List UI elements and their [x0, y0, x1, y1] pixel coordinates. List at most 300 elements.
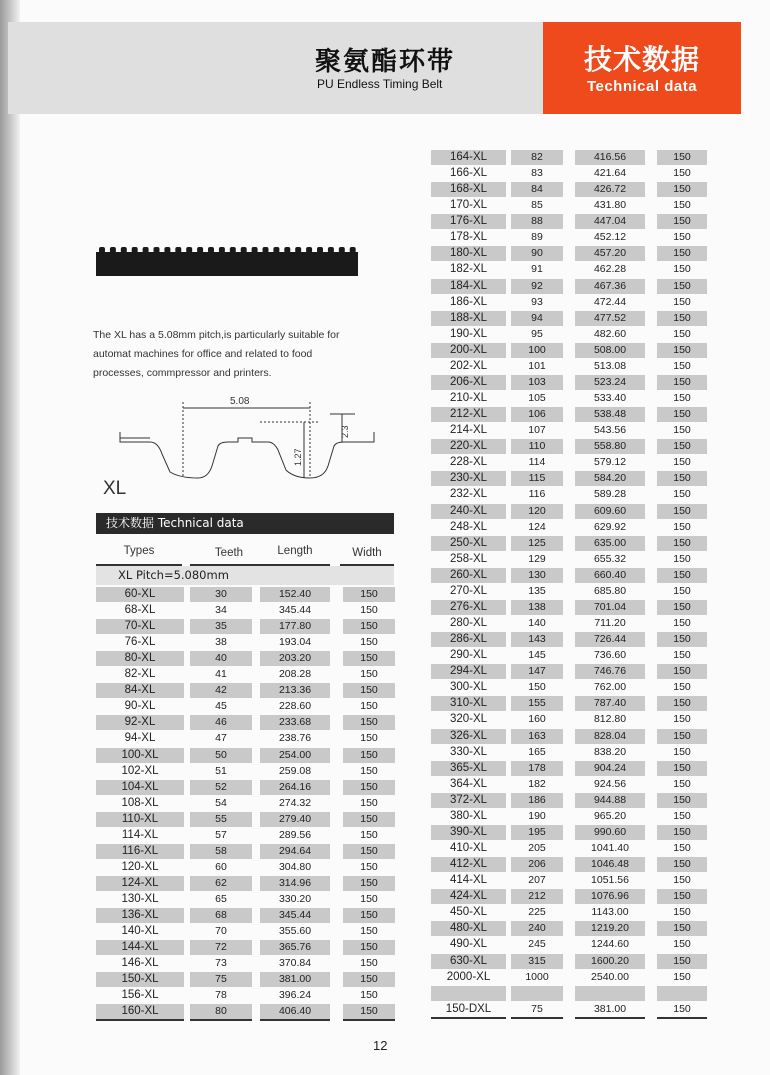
table-cell-width: 150: [360, 604, 378, 617]
table-cell-teeth: 52: [190, 780, 252, 795]
table-cell-length: 233.68: [260, 715, 330, 730]
column-header-teeth: Teeth: [190, 540, 268, 566]
table-bottom-rule: [260, 1019, 330, 1021]
table-cell-length: 1244.60: [591, 938, 629, 951]
table-cell-width: 150: [343, 587, 395, 602]
table-cell-length: 254.00: [260, 748, 330, 763]
table-cell-teeth: 46: [190, 715, 252, 730]
table-cell-teeth: 94: [511, 311, 563, 326]
table-cell-width: 150: [657, 696, 707, 711]
table-cell-width: 150: [673, 424, 691, 437]
pitch-info-row: XL Pitch=5.080mm: [96, 566, 394, 585]
table-bottom-rule: [96, 1019, 184, 1021]
table-cell-type: 156-XL: [121, 989, 159, 1002]
table-cell-teeth: 91: [531, 263, 543, 276]
table-cell-width: 150: [343, 748, 395, 763]
table-cell-teeth: 58: [190, 844, 252, 859]
table-cell-width: 150: [343, 715, 395, 730]
table-cell-type: 330-XL: [449, 745, 488, 758]
table-cell-teeth: 80: [190, 1004, 252, 1019]
table-cell-type: 212-XL: [431, 407, 506, 422]
table-cell-width: 150: [673, 392, 691, 405]
table-cell-type: 390-XL: [431, 825, 506, 840]
table-cell-type: 68-XL: [124, 604, 156, 617]
table-cell-length: 193.04: [278, 636, 312, 649]
table-cell-teeth: 245: [528, 938, 546, 951]
table-cell-type: 490-XL: [449, 938, 488, 951]
table-cell-teeth: 35: [190, 619, 252, 634]
belt-tooth: [241, 247, 247, 253]
table-cell-teeth: 106: [511, 407, 563, 422]
belt-tooth: [273, 247, 279, 253]
table-cell-length: 1076.96: [575, 889, 645, 904]
table-cell-length: 467.36: [575, 279, 645, 294]
table-cell-width: 150: [673, 938, 691, 951]
belt-tooth: [295, 247, 301, 253]
table-cell-length: 421.64: [593, 167, 627, 180]
table-cell-length: 2540.00: [591, 970, 629, 983]
table-cell-length: 274.32: [278, 796, 312, 809]
table-cell-length: 762.00: [593, 681, 627, 694]
belt-tooth: [350, 247, 356, 253]
profile-outline: [120, 432, 374, 478]
table-cell-length: 345.44: [278, 604, 312, 617]
table-cell-length: 416.56: [575, 150, 645, 165]
table-cell-type: 190-XL: [449, 327, 488, 340]
table-cell-width: 150: [657, 568, 707, 583]
table-cell-teeth: 30: [190, 587, 252, 602]
table-cell-type: 150-XL: [96, 972, 184, 987]
table-cell-type: 90-XL: [124, 700, 156, 713]
table-cell-length: 685.80: [593, 584, 627, 597]
page-number: 12: [373, 1038, 388, 1053]
column-header-width: Width: [340, 540, 394, 566]
table-cell-type: 286-XL: [431, 632, 506, 647]
table-cell-width: 150: [657, 246, 707, 261]
table-cell-teeth: [511, 986, 563, 1001]
table-cell-width: 150: [673, 552, 691, 565]
belt-tooth: [208, 247, 214, 253]
column-header-length: Length: [260, 540, 330, 566]
table-cell-length: 513.08: [593, 359, 627, 372]
table-cell-width: 150: [657, 279, 707, 294]
table-cell-teeth: 62: [190, 876, 252, 891]
table-cell-width: 150: [360, 989, 378, 1002]
table-cell-width: 150: [360, 892, 378, 905]
table-cell-teeth: 101: [528, 359, 546, 372]
table-cell-type: 412-XL: [431, 857, 506, 872]
table-cell-width: 150: [657, 471, 707, 486]
table-cell-width: 150: [657, 407, 707, 422]
table-cell-type: 136-XL: [96, 908, 184, 923]
table-cell-teeth: 155: [511, 696, 563, 711]
table-cell-width: 150: [343, 812, 395, 827]
dim-tooth-label: 1.27: [293, 448, 303, 466]
table-cell-length: 203.20: [260, 651, 330, 666]
table-cell-type: 214-XL: [449, 424, 488, 437]
table-cell-width: 150: [657, 600, 707, 615]
belt-tooth: [219, 247, 225, 253]
table-cell-length: 482.60: [593, 327, 627, 340]
table-cell-teeth: 116: [528, 488, 546, 501]
table-cell-teeth: 105: [528, 392, 546, 405]
table-cell-width: 150: [673, 295, 691, 308]
table-cell-length: 711.20: [594, 617, 626, 630]
belt-description: [93, 326, 393, 383]
table-cell-length: 538.48: [575, 407, 645, 422]
table-cell-width: 150: [657, 664, 707, 679]
table-cell-width: 150: [657, 504, 707, 519]
table-cell-length: 924.56: [593, 777, 627, 790]
table-cell-width: 150: [657, 632, 707, 647]
table-cell-width: 150: [343, 972, 395, 987]
table-cell-teeth: 92: [511, 279, 563, 294]
table-cell-length: 381.00: [593, 1002, 627, 1015]
table-cell-length: 314.96: [260, 876, 330, 891]
table-cell-teeth: 73: [215, 957, 227, 970]
table-cell-type: 260-XL: [431, 568, 506, 583]
table-cell-teeth: 1000: [525, 970, 549, 983]
book-spine-shadow: [0, 0, 20, 1075]
table-cell-length: 508.00: [575, 343, 645, 358]
table-cell-teeth: 190: [528, 809, 546, 822]
table-cell-type: 220-XL: [431, 439, 506, 454]
belt-image: [96, 246, 358, 278]
table-cell-type: 124-XL: [96, 876, 184, 891]
table-cell-width: 150: [657, 214, 707, 229]
table-cell-width: 150: [673, 584, 691, 597]
table-cell-teeth: 205: [528, 842, 546, 854]
table-cell-width: 150: [673, 520, 691, 533]
table-cell-type: 60-XL: [96, 587, 184, 602]
table-cell-width: 150: [673, 263, 691, 276]
table-cell-length: 396.24: [278, 989, 312, 1002]
table-cell-type: 365-XL: [431, 761, 506, 776]
belt-tooth: [197, 247, 203, 253]
dim-height-label: 2.3: [340, 425, 350, 438]
table-cell-length: 1600.20: [575, 954, 645, 969]
table-cell-teeth: 140: [528, 617, 546, 630]
table-cell-width: 150: [657, 889, 707, 904]
table-cell-width: 150: [673, 906, 691, 919]
belt-tooth: [154, 247, 160, 253]
table-cell-length: 406.40: [260, 1004, 330, 1019]
belt-tooth: [164, 247, 170, 253]
table-cell-teeth: 225: [528, 906, 546, 919]
table-cell-teeth: 120: [511, 504, 563, 519]
table-cell-length: 543.56: [593, 424, 627, 437]
table-cell-teeth: 45: [215, 700, 227, 713]
table-cell-type: 326-XL: [431, 729, 506, 744]
table-cell-type: 228-XL: [449, 456, 488, 469]
table-cell-teeth: 78: [215, 989, 227, 1002]
table-cell-type: 180-XL: [431, 246, 506, 261]
table-cell-width: 150: [343, 651, 395, 666]
table-cell-width: 150: [657, 761, 707, 776]
table-cell-type: 320-XL: [449, 713, 488, 726]
table-cell-type: 166-XL: [449, 167, 488, 180]
table-cell-width: 150: [673, 842, 691, 854]
table-cell-width: 150: [673, 874, 691, 887]
tooth-profile-diagram: [110, 394, 380, 484]
table-cell-teeth: 68: [190, 908, 252, 923]
table-cell-teeth: 115: [511, 471, 563, 486]
table-cell-type: 202-XL: [449, 359, 488, 372]
table-cell-length: 904.24: [575, 761, 645, 776]
table-cell-teeth: 195: [511, 825, 563, 840]
column-header-types: Types: [96, 540, 182, 566]
table-cell-type: 92-XL: [96, 715, 184, 730]
table-cell-type: 184-XL: [431, 279, 506, 294]
table-cell-teeth: 93: [531, 295, 543, 308]
table-cell-width: 150: [657, 536, 707, 551]
table-cell-teeth: 103: [511, 375, 563, 390]
table-cell-length: 381.00: [260, 972, 330, 987]
table-cell-width: 150: [673, 649, 691, 662]
table-cell-length: 264.16: [260, 780, 330, 795]
table-cell-length: 472.44: [593, 295, 627, 308]
table-cell-teeth: 75: [190, 972, 252, 987]
table-cell-length: 726.44: [575, 632, 645, 647]
table-cell-teeth: 38: [215, 636, 227, 649]
table-cell-length: 355.60: [278, 925, 312, 938]
table-cell-type: 164-XL: [431, 150, 506, 165]
table-cell-teeth: 42: [190, 683, 252, 698]
belt-tooth: [143, 247, 149, 253]
table-cell-width: 150: [673, 713, 691, 726]
belt-tooth: [306, 247, 312, 253]
belt-tooth: [317, 247, 323, 253]
table-cell-teeth: 90: [511, 246, 563, 261]
table-cell-width: 150: [343, 619, 395, 634]
table-bottom-rule: [343, 1019, 395, 1021]
table-cell-teeth: 145: [528, 649, 546, 662]
table-cell-type: 84-XL: [96, 683, 184, 698]
table-title: 技术数据 Technical data: [96, 513, 394, 534]
table-cell-length: 1143.00: [591, 906, 629, 919]
table-cell-width: 150: [657, 343, 707, 358]
table-cell-type: 290-XL: [449, 649, 488, 662]
table-cell-teeth: 130: [511, 568, 563, 583]
belt-tooth: [230, 247, 236, 253]
table-cell-width: 150: [360, 828, 378, 841]
table-cell-length: 457.20: [575, 246, 645, 261]
dim-pitch-label: 5.08: [230, 396, 250, 407]
table-cell-width: 150: [673, 745, 691, 758]
table-cell-teeth: 82: [511, 150, 563, 165]
table-cell-type: 108-XL: [121, 796, 159, 809]
table-cell-type: 116-XL: [96, 844, 184, 859]
table-cell-length: 838.20: [593, 745, 627, 758]
table-cell-length: [575, 986, 645, 1001]
table-cell-teeth: 124: [528, 520, 546, 533]
table-cell-type: 2000-XL: [446, 970, 491, 983]
table-cell-length: 426.72: [575, 182, 645, 197]
belt-tooth: [263, 247, 269, 253]
table-cell-type: 276-XL: [431, 600, 506, 615]
section-title-en: Technical data: [586, 78, 698, 95]
table-cell-teeth: 84: [511, 182, 563, 197]
table-cell-length: 431.80: [593, 199, 627, 212]
table-cell-teeth: 206: [511, 857, 563, 872]
table-cell-length: 177.80: [260, 619, 330, 634]
description-line: automat machines for office and related to food: [93, 348, 313, 360]
table-cell-type: 630-XL: [431, 954, 506, 969]
table-cell-length: 655.32: [593, 552, 627, 565]
table-cell-teeth: 240: [511, 921, 563, 936]
table-cell-teeth: 138: [511, 600, 563, 615]
belt-tooth: [252, 247, 258, 253]
table-cell-length: 579.12: [593, 456, 627, 469]
table-cell-teeth: 160: [528, 713, 546, 726]
table-cell-type: 414-XL: [449, 874, 488, 887]
belt-tooth: [328, 247, 334, 253]
table-cell-width: 150: [360, 732, 378, 745]
table-cell-length: 533.40: [593, 392, 627, 405]
header-band: [8, 22, 543, 114]
belt-tooth: [186, 247, 192, 253]
table-cell-width: 150: [657, 729, 707, 744]
table-cell-teeth: 41: [215, 668, 227, 681]
table-cell-teeth: 51: [215, 764, 227, 777]
table-cell-length: 259.08: [278, 764, 312, 777]
description-line: processes, commpressor and printers.: [93, 367, 272, 379]
table-cell-width: 150: [343, 844, 395, 859]
table-cell-teeth: 60: [215, 860, 227, 873]
table-cell-width: 150: [673, 199, 691, 212]
table-cell-width: 150: [673, 681, 691, 694]
table-cell-teeth: 65: [215, 892, 227, 905]
table-cell-type: 248-XL: [449, 520, 488, 533]
table-cell-width: 150: [360, 796, 378, 809]
table-cell-type: 232-XL: [449, 488, 488, 501]
belt-tooth: [339, 247, 345, 253]
table-cell-type: 110-XL: [96, 812, 184, 827]
table-cell-length: 370.84: [278, 957, 312, 970]
description-line: The XL has a 5.08mm pitch,is particularly suitable for: [93, 329, 340, 341]
table-cell-length: 238.76: [278, 732, 312, 745]
table-cell-length: 965.20: [593, 809, 627, 822]
table-cell-width: 150: [360, 700, 378, 713]
table-cell-teeth: 83: [531, 167, 543, 180]
table-cell-length: 208.28: [278, 668, 312, 681]
table-cell-teeth: 125: [511, 536, 563, 551]
profile-type-label: XL: [103, 478, 127, 499]
table-cell-teeth: 72: [190, 940, 252, 955]
table-cell-teeth: 95: [531, 327, 543, 340]
table-cell-type: 210-XL: [449, 392, 488, 405]
belt-tooth: [132, 247, 138, 253]
table-cell-width: 150: [343, 908, 395, 923]
table-cell-teeth: 182: [528, 777, 546, 790]
table-cell-width: 150: [360, 957, 378, 970]
belt-tooth: [99, 247, 105, 253]
table-cell-length: 365.76: [260, 940, 330, 955]
product-title-en: PU Endless Timing Belt: [317, 77, 443, 91]
section-badge: [543, 22, 741, 114]
table-cell-type: 300-XL: [449, 681, 488, 694]
table-cell-teeth: 110: [511, 439, 563, 454]
table-cell-length: 1041.40: [591, 842, 629, 854]
table-cell-type: 146-XL: [121, 957, 159, 970]
table-cell-width: 150: [657, 921, 707, 936]
table-cell-width: 150: [360, 925, 378, 938]
table-cell-type: 188-XL: [431, 311, 506, 326]
table-cell-width: 150: [673, 488, 691, 501]
table-cell-teeth: 150: [528, 681, 546, 694]
table-cell-width: 150: [657, 311, 707, 326]
section-title-cn: 技术数据: [583, 43, 700, 76]
table-cell-width: 150: [343, 780, 395, 795]
table-cell-width: 150: [673, 1002, 691, 1015]
table-cell-width: 150: [360, 636, 378, 649]
table-bottom-rule: [657, 1017, 707, 1019]
table-cell-width: 150: [343, 876, 395, 891]
table-cell-length: 828.04: [575, 729, 645, 744]
table-cell-teeth: 143: [511, 632, 563, 647]
table-cell-type: 144-XL: [96, 940, 184, 955]
table-cell-teeth: 89: [531, 231, 543, 244]
table-cell-type: 410-XL: [449, 842, 488, 854]
table-cell-length: 523.24: [575, 375, 645, 390]
table-cell-teeth: 34: [215, 604, 227, 617]
table-cell-type: 372-XL: [431, 793, 506, 808]
table-cell-width: 150: [343, 683, 395, 698]
table-cell-width: 150: [673, 777, 691, 790]
table-cell-teeth: 40: [190, 651, 252, 666]
table-cell-length: 477.52: [575, 311, 645, 326]
table-bottom-rule: [431, 1017, 506, 1019]
table-cell-teeth: 163: [511, 729, 563, 744]
table-cell-length: 635.00: [575, 536, 645, 551]
table-cell-type: 102-XL: [121, 764, 159, 777]
table-cell-length: 812.80: [593, 713, 627, 726]
table-cell-teeth: 129: [528, 552, 546, 565]
table-cell-type: 94-XL: [124, 732, 156, 745]
table-cell-length: 944.88: [575, 793, 645, 808]
table-cell-type: 120-XL: [121, 860, 159, 873]
table-cell-teeth: 47: [215, 732, 227, 745]
table-cell-width: 150: [673, 456, 691, 469]
table-cell-width: 150: [673, 359, 691, 372]
table-cell-length: 289.56: [278, 828, 312, 841]
belt-tooth: [284, 247, 290, 253]
table-cell-type: 80-XL: [96, 651, 184, 666]
table-cell-teeth: 50: [190, 748, 252, 763]
table-cell-width: 150: [673, 327, 691, 340]
table-cell-teeth: 54: [215, 796, 227, 809]
table-cell-teeth: 178: [511, 761, 563, 776]
table-bottom-rule: [190, 1019, 252, 1021]
table-cell-width: 150: [657, 857, 707, 872]
table-cell-length: 462.28: [593, 263, 627, 276]
table-cell-type: 178-XL: [449, 231, 488, 244]
table-cell-length: 584.20: [575, 471, 645, 486]
table-cell-length: 736.60: [593, 649, 627, 662]
table-cell-length: 701.04: [575, 600, 645, 615]
table-cell-type: 294-XL: [431, 664, 506, 679]
table-cell-length: 1219.20: [575, 921, 645, 936]
table-cell-type: 168-XL: [431, 182, 506, 197]
table-cell-type: 280-XL: [449, 617, 488, 630]
table-cell-teeth: 55: [190, 812, 252, 827]
table-cell-type: 170-XL: [449, 199, 488, 212]
table-cell-teeth: 114: [528, 456, 546, 469]
table-cell-length: 660.40: [575, 568, 645, 583]
table-cell-length: 304.80: [278, 860, 312, 873]
table-cell-type: 258-XL: [449, 552, 488, 565]
table-cell-width: 150: [673, 231, 691, 244]
